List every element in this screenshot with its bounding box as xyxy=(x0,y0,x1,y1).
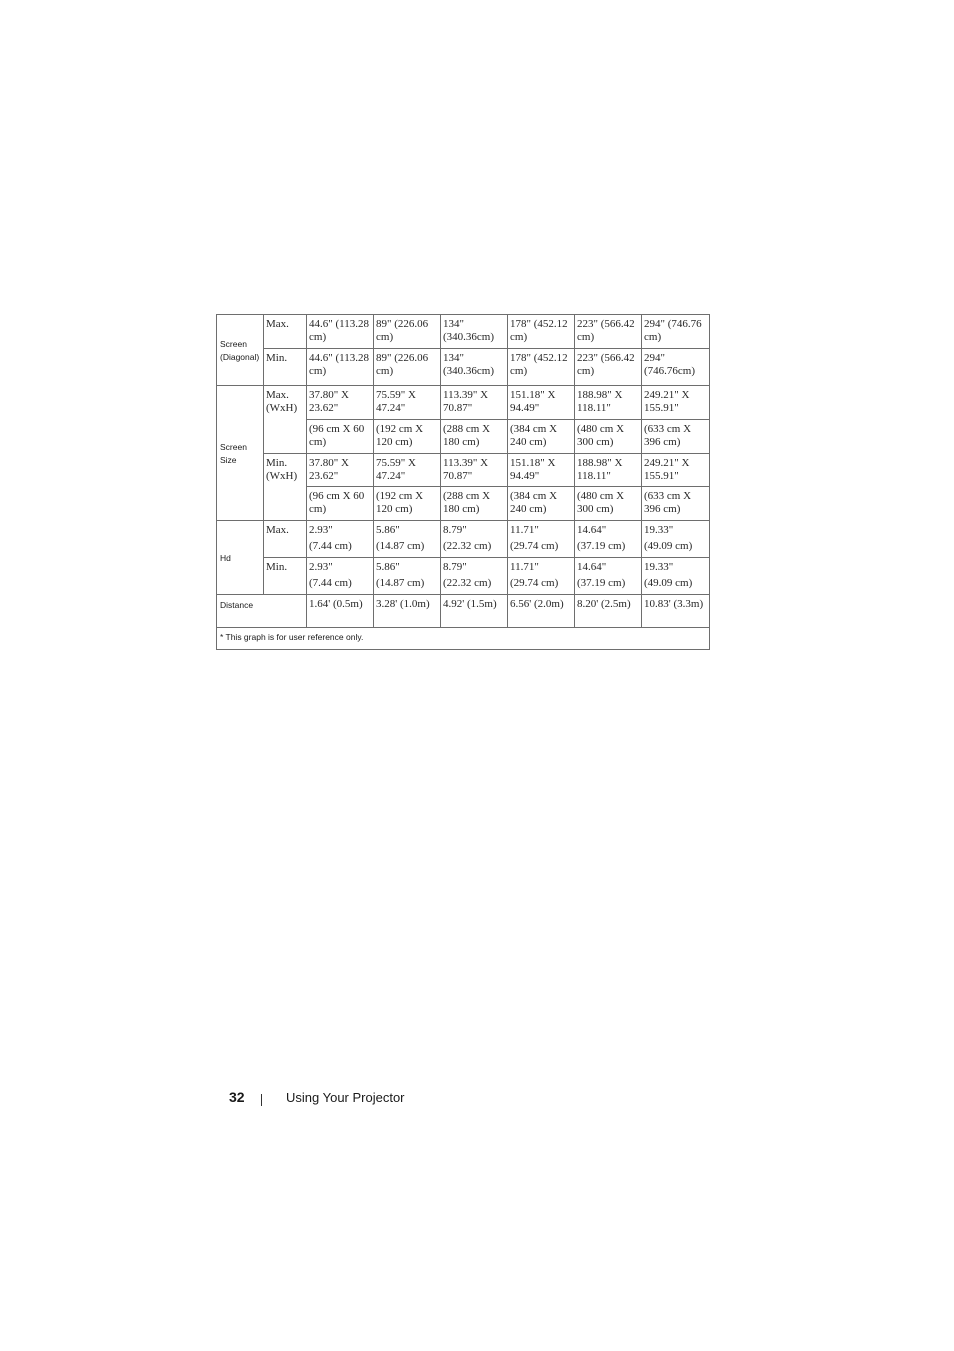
table-cell: 89" (226.06 cm) xyxy=(374,315,441,349)
table-cell: (480 cm X 300 cm) xyxy=(575,420,642,454)
cell-cm: (7.44 cm) xyxy=(309,576,352,589)
row-sub-label: Max. (WxH) xyxy=(264,386,307,454)
cell-inch: 8.79" xyxy=(443,561,467,573)
table-row xyxy=(217,454,710,487)
cell-cm: (22.32 cm) xyxy=(443,539,492,552)
row-group-label: Screen Size xyxy=(217,386,264,521)
footer-divider xyxy=(261,1094,262,1106)
table-cell xyxy=(374,558,441,595)
table-cell xyxy=(642,521,710,558)
table-cell: (633 cm X 396 cm) xyxy=(642,420,710,454)
table-cell xyxy=(508,521,575,558)
table-cell: (384 cm X 240 cm) xyxy=(508,420,575,454)
table-cell: 151.18" X 94.49" xyxy=(508,386,575,420)
table-cell xyxy=(575,558,642,595)
table-row xyxy=(217,315,710,349)
table-cell xyxy=(575,521,642,558)
table-footnote: * This graph is for user reference only. xyxy=(217,628,710,650)
projection-spec-table xyxy=(216,314,710,650)
table-cell: (192 cm X 120 cm) xyxy=(374,487,441,521)
cell-cm: (29.74 cm) xyxy=(510,576,559,589)
table-cell: 113.39" X 70.87" xyxy=(441,454,508,487)
table-cell: 188.98" X 118.11" xyxy=(575,386,642,420)
table-cell: 75.59" X 47.24" xyxy=(374,454,441,487)
table-cell xyxy=(642,558,710,595)
table-row xyxy=(217,595,710,628)
cell-inch: 11.71" xyxy=(510,524,539,536)
table-cell: 37.80" X 23.62" xyxy=(307,454,374,487)
table-row xyxy=(217,558,710,595)
table-cell: 188.98" X 118.11" xyxy=(575,454,642,487)
table-cell: 294" (746.76 cm) xyxy=(642,315,710,349)
table-cell xyxy=(508,558,575,595)
table-cell: 10.83' (3.3m) xyxy=(642,595,710,628)
table-cell xyxy=(374,521,441,558)
table-row xyxy=(217,628,710,650)
cell-inch: 14.64" xyxy=(577,524,607,536)
table-cell xyxy=(441,558,508,595)
table-cell: 113.39" X 70.87" xyxy=(441,386,508,420)
cell-inch: 5.86" xyxy=(376,524,400,536)
table-cell: 44.6" (113.28 cm) xyxy=(307,315,374,349)
cell-inch: 11.71" xyxy=(510,561,539,573)
cell-cm: (49.09 cm) xyxy=(644,539,693,552)
row-group-label: Screen (Diagonal) xyxy=(217,315,264,386)
table-cell: 89" (226.06 cm) xyxy=(374,349,441,386)
cell-inch: 5.86" xyxy=(376,561,400,573)
table-cell: (633 cm X 396 cm) xyxy=(642,487,710,521)
row-sub-label: Min. (WxH) xyxy=(264,454,307,521)
table-cell xyxy=(307,558,374,595)
row-sub-label: Max. xyxy=(264,315,307,349)
table-cell: (192 cm X 120 cm) xyxy=(374,420,441,454)
table-cell: (480 cm X 300 cm) xyxy=(575,487,642,521)
table-cell: 4.92' (1.5m) xyxy=(441,595,508,628)
table-cell: (384 cm X 240 cm) xyxy=(508,487,575,521)
table-cell xyxy=(307,521,374,558)
cell-cm: (7.44 cm) xyxy=(309,539,352,552)
cell-inch: 2.93" xyxy=(309,524,333,536)
row-sub-label: Max. xyxy=(264,521,307,558)
table-cell: 249.21" X 155.91" xyxy=(642,386,710,420)
table-cell: (288 cm X 180 cm) xyxy=(441,487,508,521)
table-cell: 178" (452.12 cm) xyxy=(508,349,575,386)
cell-inch: 14.64" xyxy=(577,561,607,573)
table-cell: 8.20' (2.5m) xyxy=(575,595,642,628)
table-cell: 223" (566.42 cm) xyxy=(575,349,642,386)
cell-inch: 8.79" xyxy=(443,524,467,536)
table-cell: 151.18" X 94.49" xyxy=(508,454,575,487)
table-cell: 3.28' (1.0m) xyxy=(374,595,441,628)
table-cell: 6.56' (2.0m) xyxy=(508,595,575,628)
cell-cm: (49.09 cm) xyxy=(644,576,693,589)
row-group-label: Distance xyxy=(217,595,307,628)
table-cell: 223" (566.42 cm) xyxy=(575,315,642,349)
cell-inch: 19.33" xyxy=(644,524,674,536)
table-row xyxy=(217,386,710,420)
table-cell: (96 cm X 60 cm) xyxy=(307,487,374,521)
row-sub-label: Min. xyxy=(264,349,307,386)
table-cell: 178" (452.12 cm) xyxy=(508,315,575,349)
table-cell: (96 cm X 60 cm) xyxy=(307,420,374,454)
cell-cm: (14.87 cm) xyxy=(376,539,425,552)
table-cell: 75.59" X 47.24" xyxy=(374,386,441,420)
table-cell: 134" (340.36cm) xyxy=(441,315,508,349)
page-number: 32 xyxy=(229,1089,245,1105)
cell-cm: (14.87 cm) xyxy=(376,576,425,589)
section-title: Using Your Projector xyxy=(286,1090,405,1105)
table-cell: 134" (340.36cm) xyxy=(441,349,508,386)
table-cell: (288 cm X 180 cm) xyxy=(441,420,508,454)
table-row xyxy=(217,349,710,386)
row-sub-label: Min. xyxy=(264,558,307,595)
table-row xyxy=(217,521,710,558)
cell-cm: (37.19 cm) xyxy=(577,576,626,589)
cell-cm: (22.32 cm) xyxy=(443,576,492,589)
cell-cm: (37.19 cm) xyxy=(577,539,626,552)
table-cell: 1.64' (0.5m) xyxy=(307,595,374,628)
table-cell xyxy=(441,521,508,558)
cell-inch: 2.93" xyxy=(309,561,333,573)
cell-cm: (29.74 cm) xyxy=(510,539,559,552)
row-group-label: Hd xyxy=(217,521,264,595)
table-cell: 37.80" X 23.62" xyxy=(307,386,374,420)
cell-inch: 19.33" xyxy=(644,561,674,573)
table-cell: 294" (746.76cm) xyxy=(642,349,710,386)
table-cell: 44.6" (113.28 cm) xyxy=(307,349,374,386)
table-cell: 249.21" X 155.91" xyxy=(642,454,710,487)
